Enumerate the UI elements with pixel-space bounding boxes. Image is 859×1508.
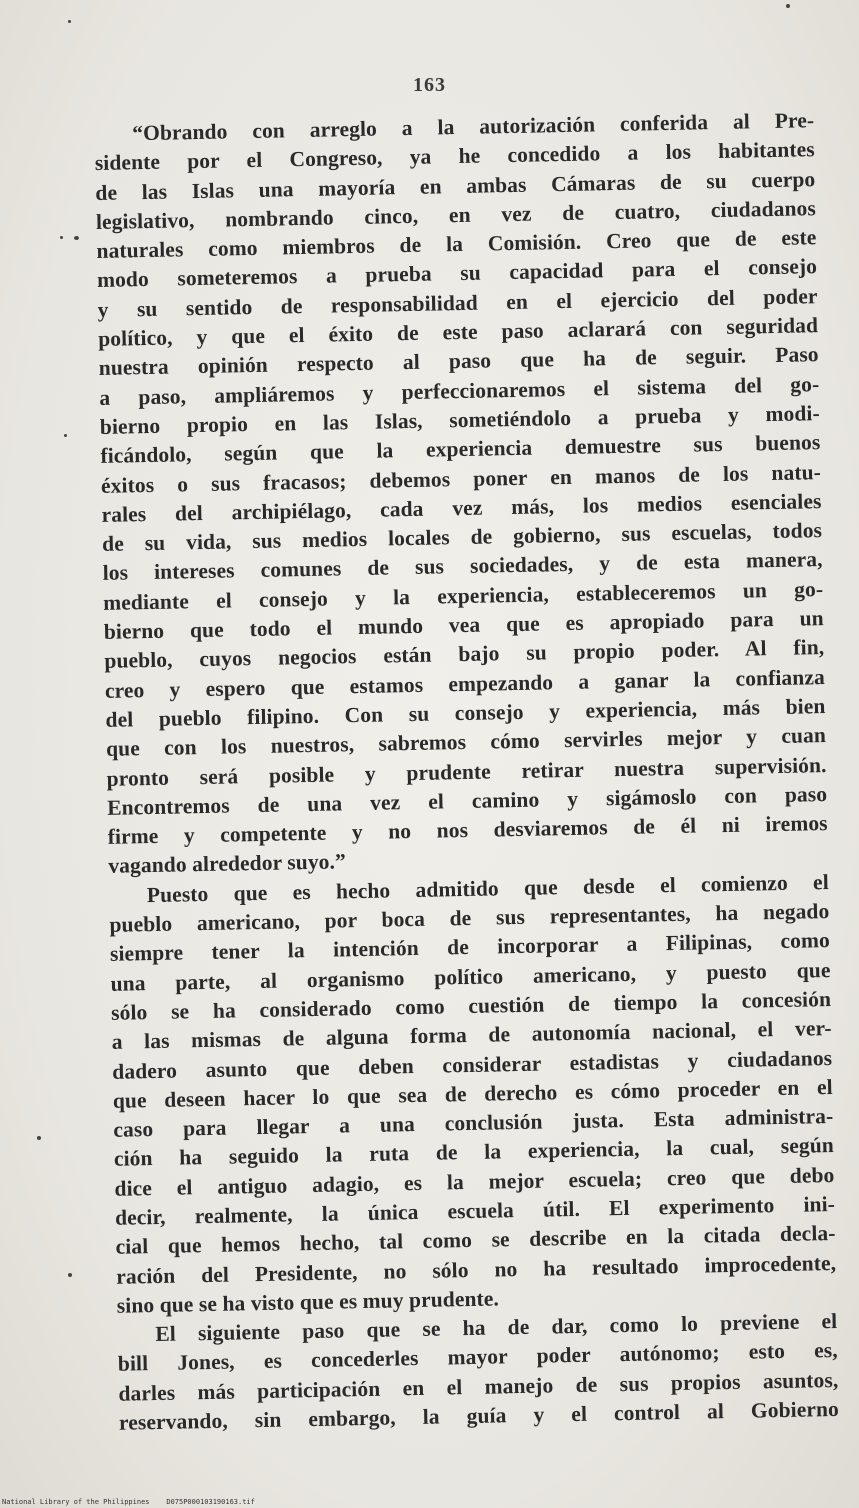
text-line: cial que hemos hecho, tal como se describe en la citada decla- [115, 1221, 836, 1260]
text-line: siempre tener la intención de incorporar a Filipinas, como [109, 928, 831, 967]
text-line: Encontremos de una vez el camino y sigámoslo con paso [106, 781, 828, 820]
text-line: modo someteremos a prueba su capacidad para el consejo [96, 254, 818, 293]
scan-speck [68, 20, 71, 23]
text-line: mediante el consejo y la experiencia, estableceremos un go- [103, 576, 824, 615]
text-line: legislativo, nombrando cinco, en vez de cuatro, ciudadanos [95, 196, 817, 234]
text-line: de su vida, sus medios locales de gobierno, sus escuelas, todos [101, 518, 823, 557]
text-line: reservando, sin embargo, la guía y el control al Gobierno [118, 1397, 840, 1435]
text-line: ración del Presidente, no sólo no ha resultado improcedente, [115, 1250, 837, 1289]
text-line: dadero asunto que deben considerar estadistas y ciudadanos [112, 1045, 833, 1084]
scan-footer: National Library of the Philippines D075P000103190163.tif [2, 1498, 255, 1506]
text-line: rales del archipiélago, cada vez más, los medios esenciales [101, 488, 822, 527]
text-line: sólo se ha considerado como cuestión de tiempo la concesión [110, 986, 832, 1025]
text-line: bierno propio en las Islas, sometiéndolo a prueba y modi- [99, 401, 820, 439]
text-line: los intereses comunes de sus sociedades, y de esta manera, [102, 547, 823, 586]
scan-speck [786, 4, 790, 8]
text-line: firme y competente y no nos desviaremos de él ni iremos [107, 811, 828, 849]
text-line: dice el antiguo adagio, es la mejor escuela; creo que debo [114, 1162, 835, 1201]
text-line: sidente por el Congreso, ya he concedido a los habitantes [94, 137, 815, 176]
text-line: creo y espero que estamos empezando a ganar la confianza [104, 664, 826, 703]
text-line: El siguiente paso que se ha de dar, como lo previene el [155, 1309, 838, 1347]
text-line: una parte, al organismo político americano, y puesto que [110, 957, 831, 996]
scan-speck [37, 1136, 41, 1140]
text-line: ción ha seguido la ruta de la experiencia, la cual, según [113, 1133, 835, 1172]
text-line: caso para llegar a una conclusión justa. Esta administra- [113, 1104, 834, 1142]
scan-speck [60, 236, 63, 239]
text-line: vagando alrededor suyo.” [108, 849, 347, 879]
text-line: del pueblo filipino. Con su consejo y experiencia, más bien [105, 694, 826, 732]
text-line: darles más participación en el manejo de sus propios asuntos, [118, 1367, 839, 1406]
text-line: a las mismas de alguna forma de autonomía nacional, el ver- [111, 1016, 832, 1055]
text-line: bill Jones, es concederles mayor poder autónomo; esto es, [117, 1338, 838, 1377]
body-text [94, 106, 839, 1438]
text-line: que con los nuestros, sabremos cómo servirles mejor y cuan [105, 723, 827, 762]
scan-speck [64, 434, 67, 437]
text-line: naturales como miembros de la Comisión. Creo que de este [96, 225, 817, 264]
text-line: político, y que el éxito de este paso aclarará con seguridad [97, 313, 819, 352]
text-line: que deseen hacer lo que sea de derecho es cómo proceder en el [112, 1074, 833, 1113]
page-number: 163 [413, 74, 446, 96]
text-line: y su sentido de responsabilidad en el ejercicio del poder [97, 283, 818, 322]
text-line: Puesto que es hecho admitido que desde el comienzo el [146, 869, 829, 907]
scan-speck [68, 1273, 72, 1277]
text-line: bierno que todo el mundo vea que es apropiado para un [103, 606, 824, 644]
text-line: pueblo, cuyos negocios están bajo su propio poder. Al fin, [104, 635, 825, 674]
text-line: pronto será posible y prudente retirar nuestra supervisión. [106, 752, 827, 791]
text-line: sino que se ha visto que es muy prudente. [116, 1286, 500, 1318]
text-line: a paso, ampliáremos y perfeccionaremos el sistema del go- [99, 371, 820, 410]
text-line: nuestra opinión respecto al paso que ha de seguir. Paso [98, 342, 819, 381]
scan-speck [74, 236, 79, 240]
text-line: decir, realmente, la única escuela útil. El experimento ini- [114, 1191, 836, 1230]
text-line: ficándolo, según que la experiencia demuestre sus buenos [100, 430, 821, 469]
text-line: “Obrando con arreglo a la autorización conferida al Pre- [132, 108, 815, 146]
text-line: pueblo americano, por boca de sus representantes, ha negado [109, 899, 830, 937]
text-line: éxitos o sus fracasos; debemos poner en manos de los natu- [100, 459, 822, 498]
text-line: de las Islas una mayoría en ambas Cámaras de su cuerpo [95, 166, 816, 205]
